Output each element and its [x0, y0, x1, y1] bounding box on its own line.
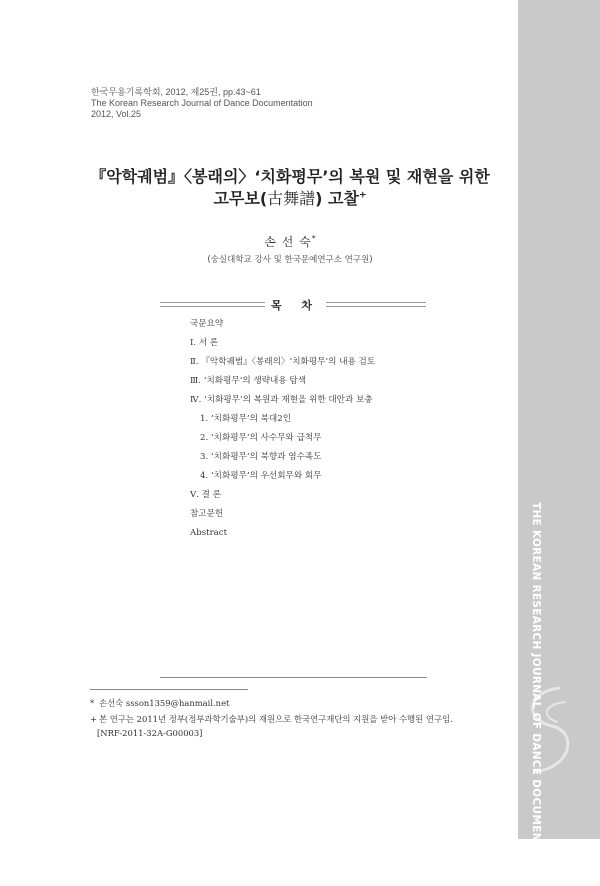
- toc-subitem: 1. ‘치화평무’의 북대2인: [200, 414, 292, 424]
- journal-logo-mark: [520, 680, 580, 780]
- author-name-text: 손 선 숙: [264, 235, 312, 249]
- footnote-author-email: [90, 697, 229, 709]
- toc-item: Ⅱ. 『악학궤범』〈봉래의〉‘치화평무’의 내용 검토: [190, 357, 376, 367]
- toc-subitem: 2. ‘치화평무’의 사수무와 급척무: [200, 433, 322, 443]
- title-hanja: 古舞譜: [267, 189, 316, 208]
- footnote-mark: +: [90, 714, 98, 724]
- toc-heading: 목 차: [270, 299, 321, 312]
- sidebar-journal-name: THE KOREAN RESEARCH JOURNAL OF DANCE DOCUMENTATION: [530, 502, 542, 886]
- toc-rule-left: [160, 302, 265, 307]
- toc-item: 국문요약: [190, 319, 224, 329]
- footnote-text: 본 연구는 2011년 정부(정부과학기술부)의 재원으로 한국연구재단의 지원을 받아 수행된 연구임.: [99, 714, 453, 724]
- toc-bottom-rule: [160, 677, 427, 678]
- author-affiliation: (숭실대학교 강사 및 한국문예연구소 연구원): [207, 255, 373, 265]
- footnote-grant-number: [NRF-2011-32A-G00003]: [97, 728, 203, 738]
- footnote-rule: [90, 689, 248, 690]
- author-name: [60, 233, 520, 250]
- footnote-funding: [90, 713, 453, 725]
- toc-item: Abstract: [190, 528, 228, 538]
- author-footnote-mark: *: [311, 234, 316, 243]
- journal-header: [91, 87, 313, 120]
- footnote-mark: *: [90, 698, 95, 708]
- table-of-contents: [190, 319, 375, 547]
- header-journal-name: The Korean Research Journal of Dance Documentation: [91, 98, 313, 108]
- toc-item: Ⅴ. 결 론: [190, 490, 222, 500]
- toc-item: Ⅳ. ‘치화평무’의 복원과 재현을 위한 대안과 보충: [190, 395, 373, 405]
- toc-item: Ⅰ. 서 론: [190, 338, 219, 348]
- title-main-text: 고무보(: [213, 189, 268, 208]
- paper-title-line2: [60, 186, 520, 209]
- title-footnote-mark: +: [358, 190, 367, 201]
- toc-subitem: 4. ‘치화평무’의 우선회무와 회무: [200, 471, 322, 481]
- title-end-text: ) 고찰: [315, 189, 359, 208]
- toc-rule-right: [326, 302, 426, 307]
- toc-item: 참고문헌: [190, 509, 224, 519]
- paper-title-line1: 『악학궤범』〈봉래의〉‘치화평무’의 복원 및 재현을 위한: [90, 167, 490, 186]
- header-citation: 한국무용기록학회, 2012, 제25권, pp.43~61: [91, 87, 261, 97]
- toc-subitem: 3. ‘치화평무’의 북향과 염수족도: [200, 452, 322, 462]
- footnote-text: 손선숙 ssson1359@hanmail.net: [99, 698, 230, 708]
- toc-item: Ⅲ. ‘치화평무’의 생략내용 탐색: [190, 376, 306, 386]
- header-volume: 2012, Vol.25: [91, 109, 142, 119]
